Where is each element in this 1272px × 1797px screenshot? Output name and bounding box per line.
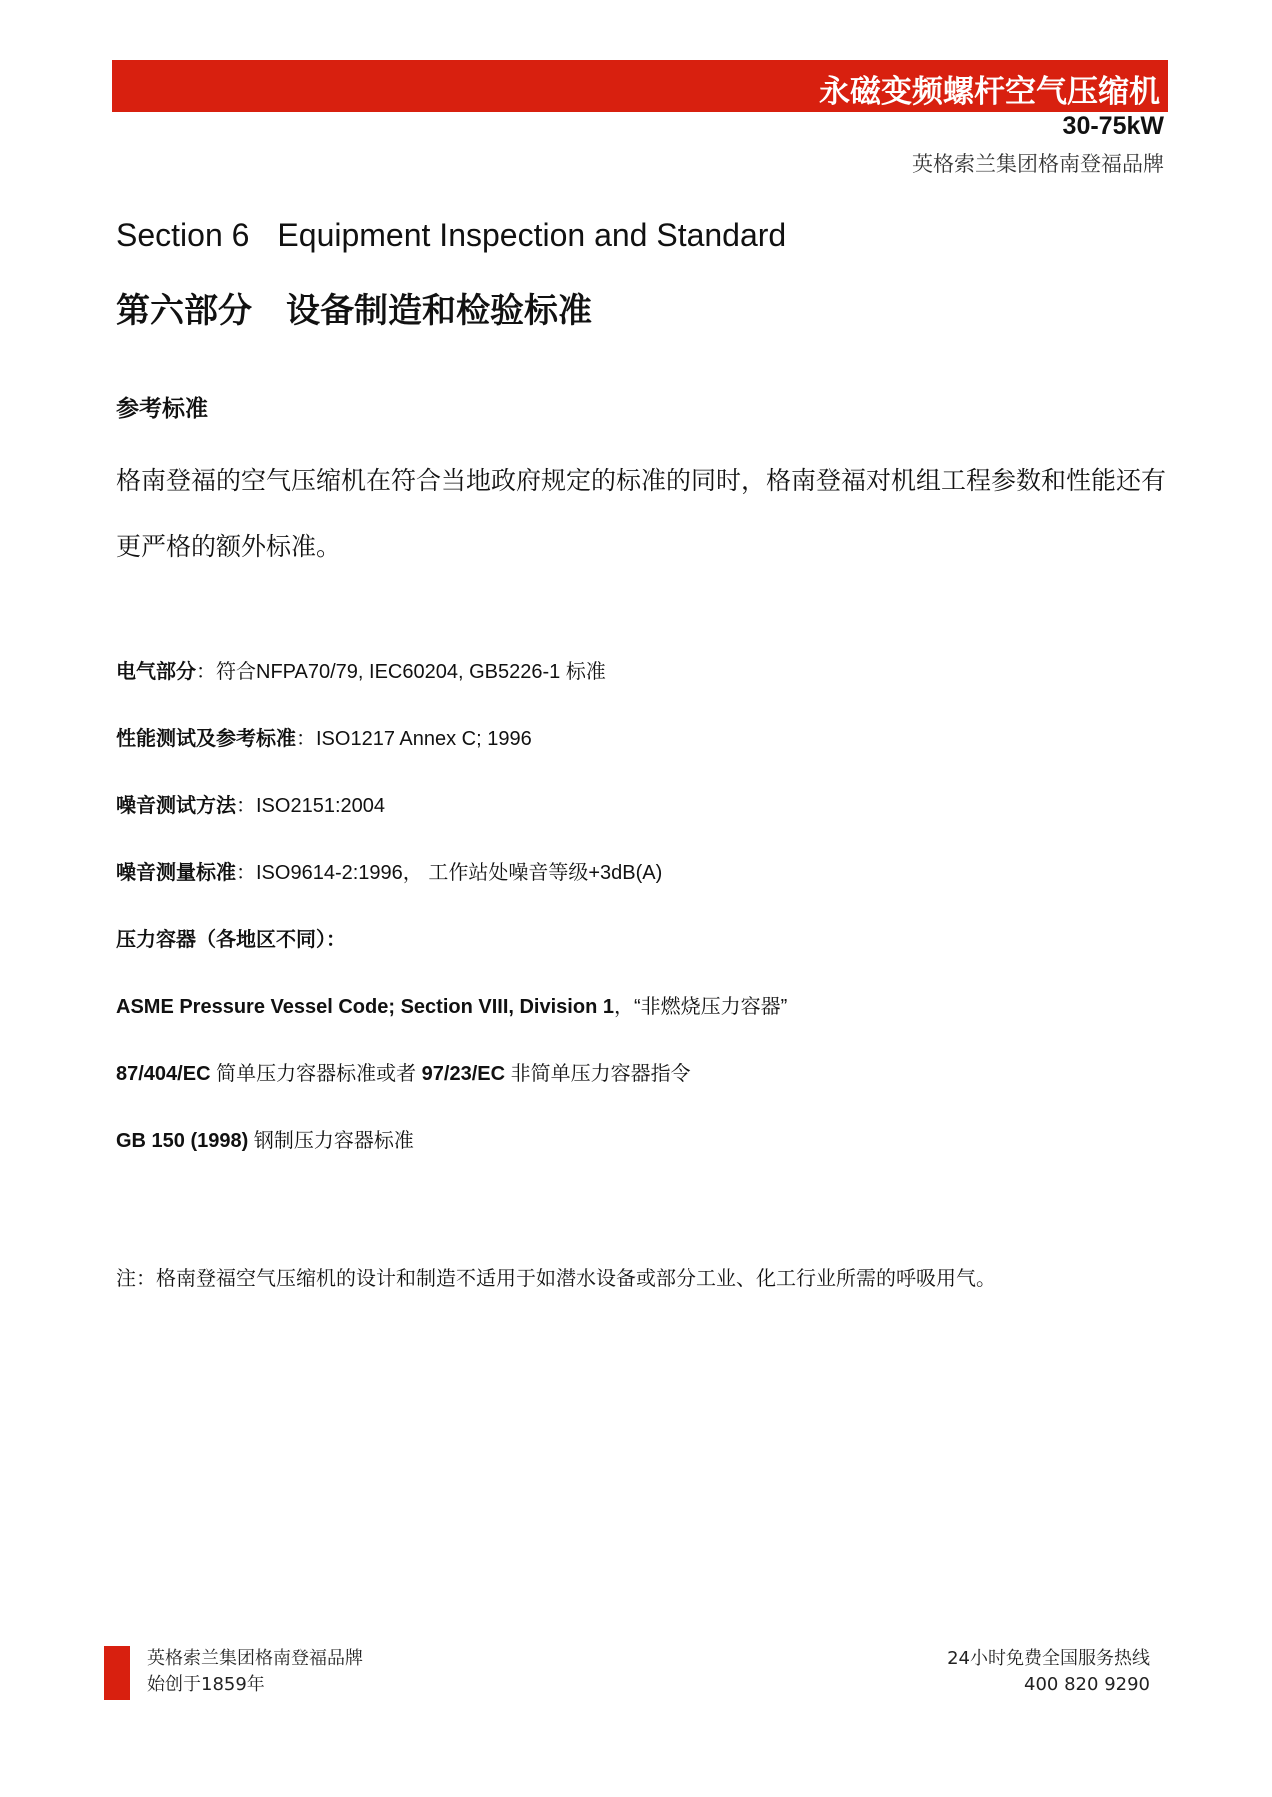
section-name-zh: 设备制造和检验标准 bbox=[286, 292, 592, 330]
reference-intro: 格南登福的空气压缩机在符合当地政府规定的标准的同时，格南登福对机组工程参数和性能还有更严格的额外标准。 bbox=[116, 467, 1167, 561]
section-number-zh: 第六部分 bbox=[116, 292, 252, 330]
standard-value: ISO9614-2:1996， 工作站处噪音等级+3dB(A) bbox=[256, 862, 663, 884]
standard-gb: GB 150 (1998) 钢制压力容器标准 bbox=[116, 1130, 414, 1152]
standard-label: 噪音测量标准 bbox=[116, 862, 236, 884]
standard-value: 符合NFPA70/79, IEC60204, GB5226-1 标准 bbox=[216, 661, 606, 683]
standard-ec: 87/404/EC 简单压力容器标准或者 97/23/EC 非简单压力容器指令 bbox=[116, 1063, 691, 1085]
standard-value: ISO1217 Annex C; 1996 bbox=[316, 728, 532, 750]
standard-noise-measure: 噪音测量标准：ISO9614-2:1996， 工作站处噪音等级+3dB(A) bbox=[116, 862, 663, 884]
header-bar bbox=[112, 60, 1168, 112]
header-brand: 英格索兰集团格南登福品牌 bbox=[912, 152, 1164, 176]
footer-founded: 始创于1859年 bbox=[147, 1674, 265, 1695]
standard-asme: ASME Pressure Vessel Code; Section VIII, Division 1，“非燃烧压力容器” bbox=[116, 996, 788, 1018]
power-range: 30-75kW bbox=[1062, 112, 1164, 140]
pressure-vessel-heading: 压力容器（各地区不同）： bbox=[116, 929, 346, 951]
footer-hotline bbox=[947, 1646, 1150, 1698]
section-title-en bbox=[116, 217, 786, 254]
product-title: 永磁变频螺杆空气压缩机 bbox=[819, 74, 1160, 109]
standard-electrical: 电气部分：符合NFPA70/79, IEC60204, GB5226-1 标准 bbox=[116, 661, 606, 683]
standard-label: 性能测试及参考标准 bbox=[116, 728, 296, 750]
standard-performance: 性能测试及参考标准：ISO1217 Annex C; 1996 bbox=[116, 728, 532, 750]
section-name-en: Equipment Inspection and Standard bbox=[277, 217, 787, 253]
footer-accent-block bbox=[104, 1646, 130, 1700]
standard-label: 电气部分 bbox=[116, 661, 196, 683]
standard-label: 噪音测试方法 bbox=[116, 795, 236, 817]
footer-brand: 英格索兰集团格南登福品牌 bbox=[147, 1648, 363, 1669]
standard-noise-test: 噪音测试方法：ISO2151:2004 bbox=[116, 795, 385, 817]
footer-brand-info bbox=[147, 1646, 363, 1698]
standards-list bbox=[116, 655, 787, 1191]
hotline-number: 400 820 9290 bbox=[1024, 1674, 1150, 1695]
reference-heading: 参考标准 bbox=[116, 395, 208, 421]
standard-value: ISO2151:2004 bbox=[256, 795, 385, 817]
note-text: 注：格南登福空气压缩机的设计和制造不适用于如潜水设备或部分工业、化工行业所需的呼吸用气。 bbox=[116, 1268, 996, 1290]
section-title-zh bbox=[116, 283, 592, 332]
hotline-label: 24小时免费全国服务热线 bbox=[947, 1648, 1150, 1669]
section-number-en: Section 6 bbox=[116, 217, 250, 253]
